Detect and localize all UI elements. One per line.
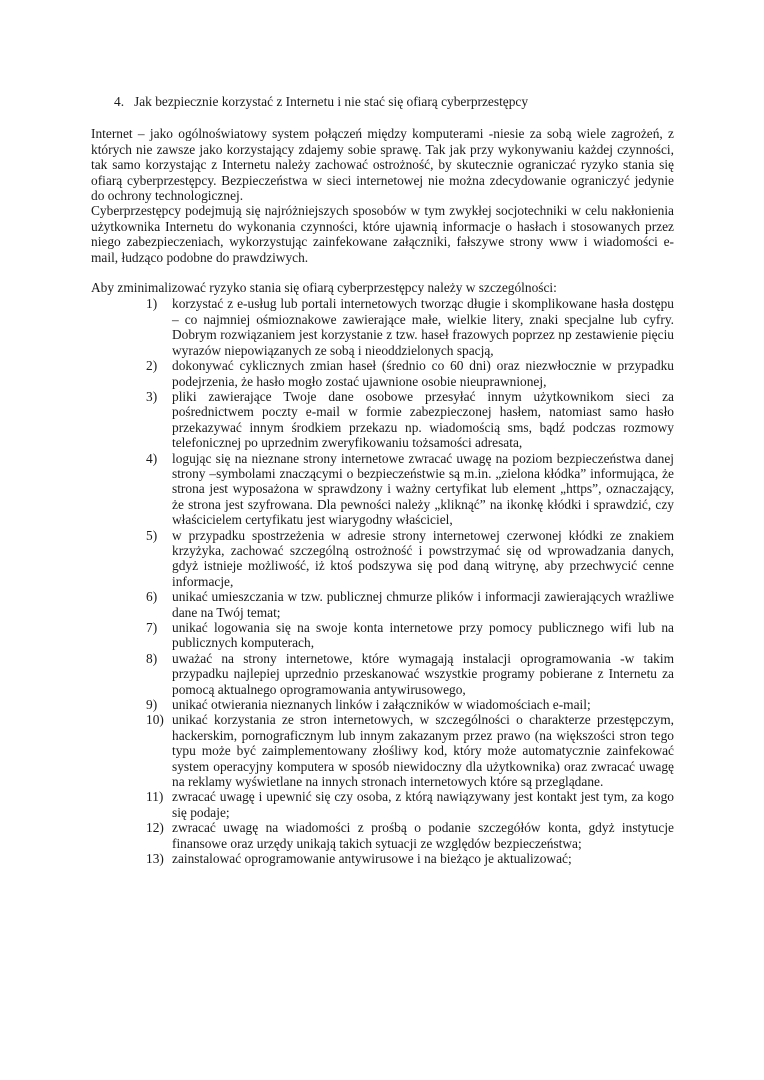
list-item <box>146 296 674 358</box>
list-item-text: w przypadku spostrzeżenia w adresie strony internetowej czerwonej kłódki ze znakiem krzyżyka, zachować szczególną ostrożność i powstrzymać się od wprowadzania danych, gdyż istnieje możliwość, iż ktoś podszywa się pod daną witrynę, aby przechwycić cenne informacje, <box>172 527 674 589</box>
list-item-text: unikać umieszczania w tzw. publicznej chmurze plików i informacji zawierających wrażliwe dane na Twój temat; <box>172 589 674 620</box>
list-marker: 5) <box>146 527 158 543</box>
list-item-text: zainstalować oprogramowanie antywirusowe i na bieżąco je aktualizować; <box>172 851 572 867</box>
list-marker: 10) <box>146 712 164 728</box>
list-marker: 11) <box>146 789 164 805</box>
list-marker: 6) <box>146 589 158 605</box>
list-item <box>146 820 674 851</box>
section-title: Jak bezpiecznie korzystać z Internetu i nie stać się ofiarą cyberprzestępcy <box>134 94 529 109</box>
section-number: 4. <box>114 94 125 109</box>
list-item-text: zwracać uwagę i upewnić się czy osoba, z którą nawiązywany jest kontakt jest tym, za kogo się podaje; <box>172 789 674 820</box>
document-body <box>91 94 674 867</box>
list-item <box>146 651 674 697</box>
list-item <box>146 789 674 820</box>
list-item <box>146 528 674 590</box>
spacer <box>91 265 674 280</box>
list-item-text: korzystać z e-usług lub portali internetowych tworząc długie i skomplikowane hasła dostępu – co najmniej ośmioznakowe zawierające małe, wielkie litery, znaki specjalne lub cyfry. Dobrym rozwiązaniem jest korzystanie z tzw. haseł frazowych poprzez np zestawienie pięciu wyrazów niepowiązanych ze sobą i nieoddzielonych spacją, <box>172 296 674 358</box>
list-item <box>146 620 674 651</box>
list-item <box>146 358 674 389</box>
list-item-text: unikać otwierania nieznanych linków i załączników w wiadomościach e-mail; <box>172 697 591 713</box>
list-item <box>146 697 674 712</box>
list-item <box>146 589 674 620</box>
list-item-text: uważać na strony internetowe, które wymagają instalacji oprogramowania -w takim przypadku najlepiej uprzednio przeskanować wszystkie programy pobierane z Internetu za pomocą aktualnego oprogramowania antywirusowego, <box>172 650 674 697</box>
list-item <box>146 451 674 528</box>
list-item-text: logując się na nieznane strony internetowe zwracać uwagę na poziom bezpieczeństwa danej strony –symbolami znaczącymi o bezpieczeństwie są m.in. „zielona kłódka” informująca, że strona jest wyposażona w sprawdzony i ważny certyfikat lub element „https”, oznaczający, że strona jest szyfrowana. Dla pewności należy „kliknąć” na ikonkę kłódki i sprawdzić, czy właścicielem certyfikatu jest wiarygodny właściciel, <box>172 450 674 528</box>
safety-rules-list <box>91 296 674 866</box>
paragraph-cybercriminal-methods: Cyberprzestępcy podejmują się najróżniejszych sposobów w tym zwykłej socjotechniki w celu nakłonienia użytkownika Internetu do wykonania czynności, które ujawnią informacje o hasłach i stosowanych przez niego zabezpieczeniach, wykorzystując zainfekowane załączniki, fałszywe strony www i wiadomości e-mail, łudząco podobne do prawdziwych. <box>91 203 674 265</box>
list-marker: 3) <box>146 388 158 404</box>
section-heading <box>91 94 674 109</box>
list-item <box>146 851 674 866</box>
list-marker: 9) <box>146 697 158 713</box>
list-marker: 4) <box>146 450 158 466</box>
list-marker: 8) <box>146 650 158 666</box>
list-marker: 1) <box>146 296 158 312</box>
list-item <box>146 389 674 451</box>
list-marker: 2) <box>146 358 158 374</box>
list-item-text: zwracać uwagę na wiadomości z prośbą o podanie szczegółów konta, gdyż instytucje finansowe oraz urzędy unikają takich sytuacji ze względów bezpieczeństwa; <box>172 820 674 851</box>
list-intro: Aby zminimalizować ryzyko stania się ofiarą cyberprzestępcy należy w szczególności: <box>91 280 557 296</box>
list-item-text: pliki zawierające Twoje dane osobowe przesyłać innym użytkownikom sieci za pośrednictwem poczty e-mail w formie zabezpieczonej hasłem, natomiast samo hasło przekazywać innym środkiem przekazu np. wiadomością sms, bądź podczas rozmowy telefonicznej po uprzednim zweryfikowaniu tożsamości adresata, <box>172 388 674 451</box>
list-item-text: dokonywać cyklicznych zmian haseł (średnio co 60 dni) oraz niezwłocznie w przypadku podejrzenia, że hasło mogło zostać ujawnione osobie nieuprawnionej, <box>172 358 674 389</box>
list-marker: 7) <box>146 620 158 635</box>
list-item-text: unikać logowania się na swoje konta internetowe przy pomocy publicznego wifi lub na publicznych komputerach, <box>172 620 674 651</box>
list-marker: 13) <box>146 851 164 867</box>
list-item <box>146 712 674 789</box>
list-marker: 12) <box>146 820 164 836</box>
paragraph-internet-threats: Internet – jako ogólnoświatowy system połączeń między komputerami -niesie za sobą wiele zagrożeń, z których nie zawsze jako korzystający zdajemy sobie sprawę. Tak jak przy wykonywaniu każdej czynności, tak samo korzystając z Internetu należy zachować ostrożność, by skutecznie ograniczać ryzyko stania się ofiarą cyberprzestępcy. Bezpieczeństwa w sieci internetowej nie można zdecydowanie ograniczyć jedynie do ochrony technologicznej. <box>91 126 674 204</box>
list-item-text: unikać korzystania ze stron internetowych, w szczególności o charakterze przestępczym, hackerskim, pornograficznym lub innym zakazanym przez prawo (na większości stron tego typu może być zaimplementowany złośliwy kod, który może automatycznie zainfekować system operacyjny komputera w sposób niewidoczny dla użytkownika) oraz zwracać uwagę na reklamy wyświetlane na innych stronach internetowych które są przeglądane. <box>172 712 674 790</box>
